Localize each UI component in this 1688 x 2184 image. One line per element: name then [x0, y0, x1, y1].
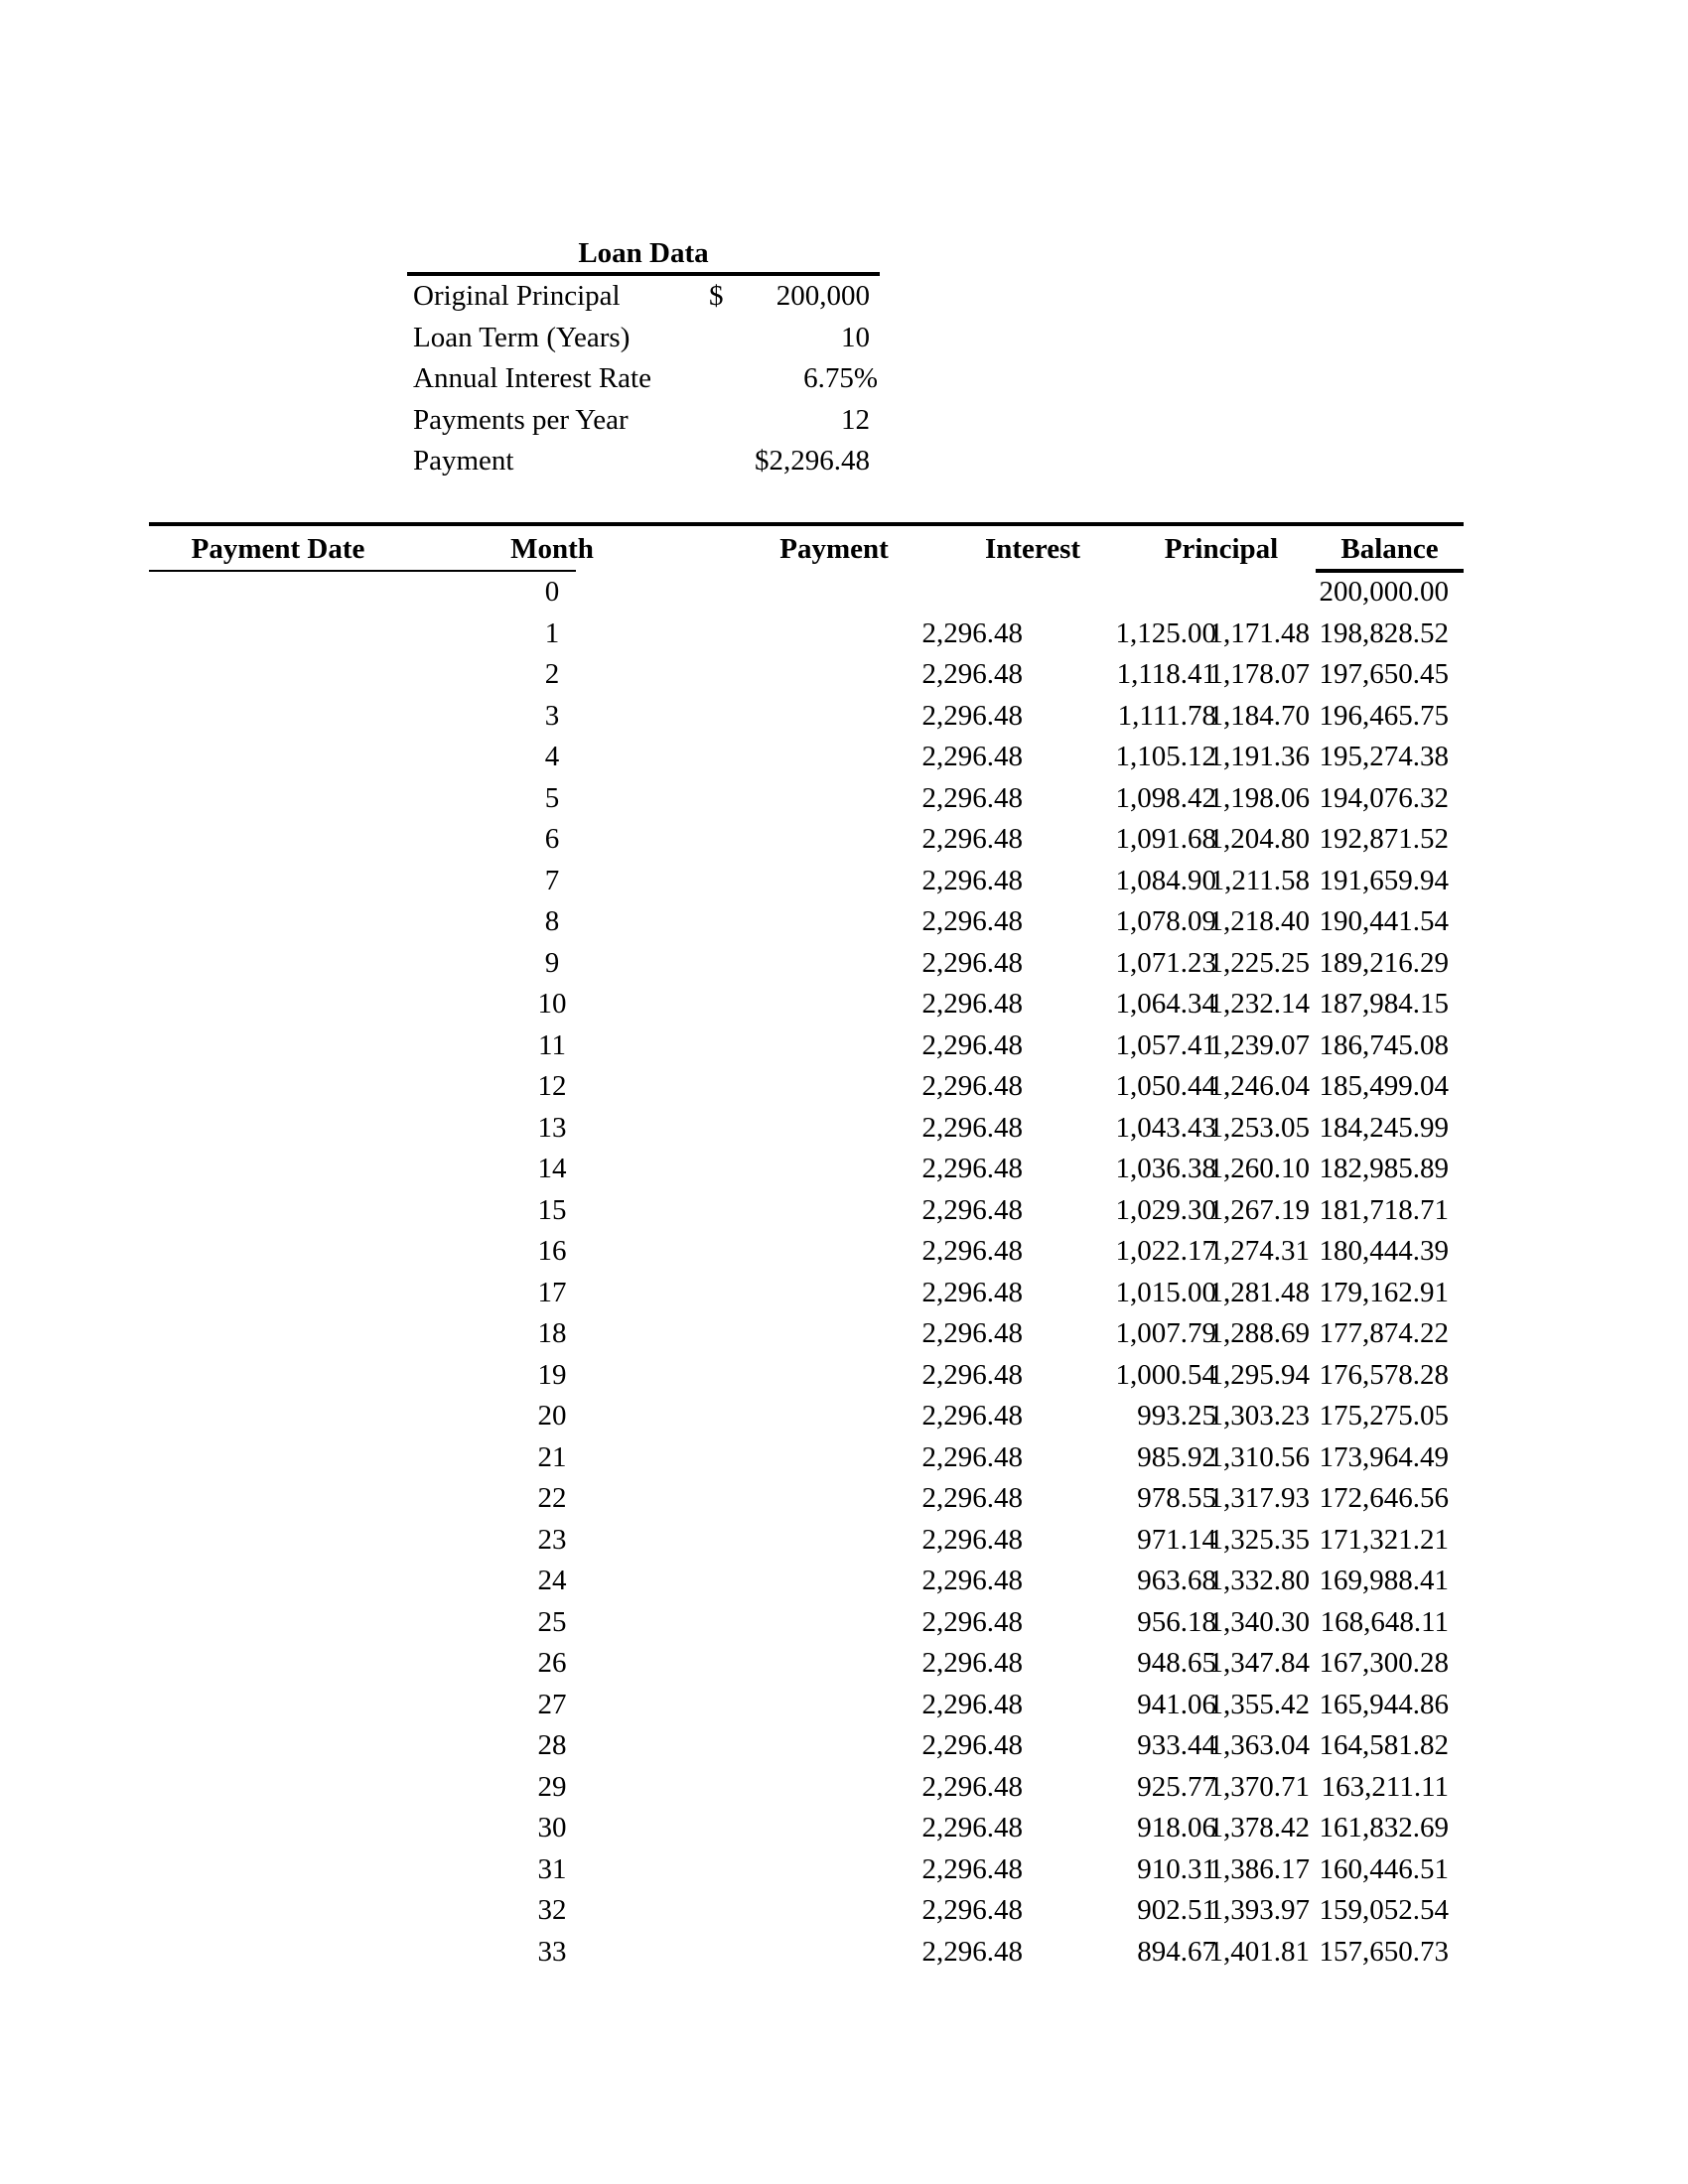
currency-symbol: $: [709, 280, 724, 312]
cell-interest: 1,050.44: [1115, 1070, 1216, 1102]
loan-row-payments-per-year: [407, 400, 880, 442]
table-row: [149, 1149, 1464, 1190]
header-principal: Principal: [1164, 533, 1279, 565]
table-row: [149, 1066, 1464, 1108]
table-row: [149, 1561, 1464, 1602]
cell-principal: 1,401.81: [1208, 1935, 1310, 1968]
cell-interest: 978.55: [1137, 1482, 1216, 1514]
cell-payment: 2,296.48: [921, 1440, 1023, 1473]
cell-balance: 157,650.73: [1319, 1935, 1449, 1968]
cell-principal: 1,232.14: [1208, 988, 1310, 1020]
loan-label: Original Principal: [413, 280, 621, 312]
loan-data-table: [407, 234, 880, 482]
cell-balance: 187,984.15: [1319, 988, 1449, 1020]
cell-month: 5: [544, 781, 560, 814]
table-row: [149, 696, 1464, 738]
cell-interest: 1,091.68: [1115, 823, 1216, 855]
cell-balance: 164,581.82: [1319, 1729, 1449, 1761]
cell-interest: 1,043.43: [1115, 1111, 1216, 1144]
cell-principal: 1,355.42: [1208, 1688, 1310, 1720]
cell-interest: 956.18: [1137, 1605, 1216, 1638]
table-row: [149, 984, 1464, 1025]
cell-principal: 1,303.23: [1208, 1400, 1310, 1432]
cell-principal: 1,288.69: [1208, 1317, 1310, 1349]
table-row: [149, 737, 1464, 778]
cell-interest: 902.51: [1137, 1894, 1216, 1926]
cell-month: 22: [537, 1482, 567, 1514]
cell-month: 33: [537, 1935, 567, 1968]
table-row: [149, 1190, 1464, 1232]
cell-balance: 169,988.41: [1319, 1565, 1449, 1596]
table-row: [149, 1273, 1464, 1314]
table-row: [149, 1520, 1464, 1562]
table-row: [149, 861, 1464, 902]
cell-payment: 2,296.48: [921, 1729, 1023, 1761]
cell-interest: 1,015.00: [1115, 1276, 1216, 1308]
cell-month: 32: [537, 1894, 567, 1926]
cell-balance: 159,052.54: [1319, 1894, 1449, 1926]
table-row: [149, 654, 1464, 696]
cell-payment: 2,296.48: [921, 905, 1023, 937]
loan-row-payment: [407, 441, 880, 482]
cell-balance: 173,964.49: [1319, 1440, 1449, 1473]
cell-interest: 925.77: [1137, 1770, 1216, 1803]
table-header-row: [149, 522, 1464, 572]
cell-month: 18: [537, 1317, 567, 1349]
table-row: [149, 1890, 1464, 1932]
cell-principal: 1,225.25: [1208, 946, 1310, 979]
cell-balance: 194,076.32: [1319, 781, 1449, 814]
cell-balance: 161,832.69: [1319, 1812, 1449, 1843]
table-row: [149, 1767, 1464, 1809]
cell-balance: 191,659.94: [1319, 864, 1449, 896]
cell-interest: 1,098.42: [1115, 781, 1216, 814]
cell-balance: 192,871.52: [1319, 823, 1449, 855]
cell-month: 23: [537, 1523, 567, 1556]
table-row: [149, 1725, 1464, 1767]
cell-principal: 1,198.06: [1208, 781, 1310, 814]
loan-row-annual-interest-rate: [407, 358, 880, 400]
cell-balance: 175,275.05: [1319, 1400, 1449, 1432]
cell-balance: 184,245.99: [1319, 1111, 1449, 1144]
table-row: [149, 1932, 1464, 1974]
cell-principal: 1,171.48: [1208, 616, 1310, 649]
table-row: [149, 943, 1464, 985]
cell-principal: 1,332.80: [1208, 1565, 1310, 1596]
cell-interest: 948.65: [1137, 1647, 1216, 1679]
cell-interest: 985.92: [1137, 1440, 1216, 1473]
cell-interest: 1,118.41: [1116, 658, 1216, 690]
cell-payment: 2,296.48: [921, 741, 1023, 772]
cell-month: 1: [544, 616, 560, 649]
cell-principal: 1,211.58: [1209, 864, 1310, 896]
cell-principal: 1,191.36: [1208, 741, 1310, 772]
cell-month: 4: [544, 741, 560, 772]
cell-payment: 2,296.48: [921, 823, 1023, 855]
cell-principal: 1,310.56: [1208, 1440, 1310, 1473]
loan-value: 10: [841, 321, 870, 353]
loan-value: 12: [841, 403, 870, 436]
cell-principal: 1,340.30: [1208, 1605, 1310, 1638]
cell-interest: 993.25: [1137, 1400, 1216, 1432]
cell-balance: 172,646.56: [1319, 1482, 1449, 1514]
table-row: [149, 1108, 1464, 1150]
loan-label: Payment: [413, 445, 514, 477]
cell-month: 25: [537, 1605, 567, 1638]
table-body: [149, 572, 1464, 1973]
cell-interest: 1,007.79: [1115, 1317, 1216, 1349]
cell-principal: 1,386.17: [1208, 1852, 1310, 1885]
header-balance: Balance: [1340, 533, 1439, 565]
cell-month: 29: [537, 1770, 567, 1803]
cell-principal: 1,218.40: [1208, 905, 1310, 937]
cell-interest: 1,029.30: [1115, 1193, 1216, 1226]
cell-principal: 1,370.71: [1208, 1770, 1310, 1803]
table-row: [149, 1025, 1464, 1067]
cell-interest: 1,057.41: [1115, 1028, 1216, 1061]
cell-payment: 2,296.48: [921, 1358, 1023, 1391]
loan-value: 200,000: [775, 280, 870, 312]
cell-payment: 2,296.48: [921, 864, 1023, 896]
cell-principal: 1,281.48: [1208, 1276, 1310, 1308]
cell-payment: 2,296.48: [921, 1235, 1023, 1267]
cell-payment: 2,296.48: [921, 1482, 1023, 1514]
cell-balance: 167,300.28: [1319, 1647, 1449, 1679]
cell-month: 30: [537, 1812, 567, 1843]
cell-interest: 1,000.54: [1115, 1358, 1216, 1391]
cell-balance: 200,000.00: [1319, 576, 1449, 608]
cell-month: 9: [544, 946, 560, 979]
cell-payment: 2,296.48: [921, 1565, 1023, 1596]
cell-principal: 1,204.80: [1208, 823, 1310, 855]
cell-month: 31: [537, 1852, 567, 1885]
cell-payment: 2,296.48: [921, 1812, 1023, 1843]
table-row: [149, 1643, 1464, 1685]
cell-balance: 196,465.75: [1319, 699, 1449, 732]
cell-balance: 179,162.91: [1319, 1276, 1449, 1308]
cell-payment: 2,296.48: [921, 1935, 1023, 1968]
cell-payment: 2,296.48: [921, 1852, 1023, 1885]
cell-interest: 1,125.00: [1115, 616, 1216, 649]
loan-label: Loan Term (Years): [413, 321, 631, 353]
cell-balance: 181,718.71: [1319, 1193, 1449, 1226]
table-row: [149, 1355, 1464, 1397]
loan-label: Annual Interest Rate: [413, 362, 651, 394]
cell-balance: 160,446.51: [1319, 1852, 1449, 1885]
cell-principal: 1,317.93: [1208, 1482, 1310, 1514]
table-row: [149, 1808, 1464, 1849]
header-payment: Payment: [779, 533, 889, 565]
cell-payment: 2,296.48: [921, 658, 1023, 690]
cell-balance: 189,216.29: [1319, 946, 1449, 979]
table-row: [149, 1231, 1464, 1273]
cell-payment: 2,296.48: [921, 1028, 1023, 1061]
cell-principal: 1,184.70: [1208, 699, 1310, 732]
cell-month: 15: [537, 1193, 567, 1226]
cell-principal: 1,274.31: [1208, 1235, 1310, 1267]
cell-month: 19: [537, 1358, 567, 1391]
cell-interest: 941.06: [1137, 1688, 1216, 1720]
cell-payment: 2,296.48: [921, 1605, 1023, 1638]
cell-principal: 1,325.35: [1208, 1523, 1310, 1556]
cell-principal: 1,267.19: [1208, 1193, 1310, 1226]
cell-month: 17: [537, 1276, 567, 1308]
cell-month: 14: [537, 1153, 567, 1184]
cell-month: 6: [544, 823, 560, 855]
cell-month: 10: [537, 988, 567, 1020]
cell-payment: 2,296.48: [921, 988, 1023, 1020]
cell-balance: 195,274.38: [1319, 741, 1449, 772]
cell-month: 27: [537, 1688, 567, 1720]
cell-month: 28: [537, 1729, 567, 1761]
cell-balance: 165,944.86: [1319, 1688, 1449, 1720]
cell-month: 13: [537, 1111, 567, 1144]
loan-value: $2,296.48: [755, 445, 870, 477]
cell-month: 24: [537, 1565, 567, 1596]
cell-payment: 2,296.48: [921, 1153, 1023, 1184]
table-row: [149, 778, 1464, 820]
cell-month: 2: [544, 658, 560, 690]
header-interest: Interest: [984, 533, 1081, 565]
table-row: [149, 1313, 1464, 1355]
cell-interest: 1,036.38: [1115, 1153, 1216, 1184]
cell-principal: 1,178.07: [1208, 658, 1310, 690]
header-month: Month: [510, 533, 594, 565]
cell-principal: 1,295.94: [1208, 1358, 1310, 1391]
cell-balance: 168,648.11: [1320, 1605, 1449, 1638]
cell-month: 26: [537, 1647, 567, 1679]
cell-interest: 1,084.90: [1115, 864, 1216, 896]
cell-balance: 177,874.22: [1319, 1317, 1449, 1349]
table-row: [149, 1396, 1464, 1437]
cell-balance: 185,499.04: [1319, 1070, 1449, 1102]
loan-data-title: Loan Data: [407, 234, 880, 276]
cell-balance: 180,444.39: [1319, 1235, 1449, 1267]
cell-payment: 2,296.48: [921, 1523, 1023, 1556]
cell-month: 3: [544, 699, 560, 732]
table-row: [149, 819, 1464, 861]
cell-month: 21: [537, 1440, 567, 1473]
table-row: [149, 1478, 1464, 1520]
cell-balance: 176,578.28: [1319, 1358, 1449, 1391]
cell-payment: 2,296.48: [921, 1276, 1023, 1308]
cell-principal: 1,260.10: [1208, 1153, 1310, 1184]
cell-interest: 918.06: [1137, 1812, 1216, 1843]
table-row: [149, 614, 1464, 655]
cell-balance: 186,745.08: [1319, 1028, 1449, 1061]
amortization-table: [149, 522, 1464, 1973]
cell-principal: 1,393.97: [1208, 1894, 1310, 1926]
cell-payment: 2,296.48: [921, 699, 1023, 732]
loan-label: Payments per Year: [413, 403, 629, 436]
cell-principal: 1,363.04: [1208, 1729, 1310, 1761]
cell-interest: 1,078.09: [1115, 905, 1216, 937]
cell-balance: 197,650.45: [1319, 658, 1449, 690]
cell-interest: 1,105.12: [1115, 741, 1216, 772]
cell-month: 12: [537, 1070, 567, 1102]
cell-balance: 198,828.52: [1319, 616, 1449, 649]
loan-value: 6.75%: [803, 362, 878, 394]
cell-balance: 190,441.54: [1319, 905, 1449, 937]
cell-balance: 163,211.11: [1321, 1770, 1449, 1803]
cell-month: 7: [544, 864, 560, 896]
cell-payment: 2,296.48: [921, 1647, 1023, 1679]
cell-payment: 2,296.48: [921, 1400, 1023, 1432]
cell-payment: 2,296.48: [921, 1111, 1023, 1144]
cell-payment: 2,296.48: [921, 781, 1023, 814]
loan-row-loan-term: [407, 318, 880, 359]
cell-principal: 1,378.42: [1208, 1812, 1310, 1843]
cell-interest: 910.31: [1137, 1852, 1216, 1885]
cell-interest: 1,111.78: [1117, 699, 1216, 732]
table-row: [149, 1849, 1464, 1891]
cell-payment: 2,296.48: [921, 616, 1023, 649]
cell-balance: 182,985.89: [1319, 1153, 1449, 1184]
cell-month: 0: [544, 576, 560, 608]
table-row: [149, 1437, 1464, 1479]
cell-month: 16: [537, 1235, 567, 1267]
cell-payment: 2,296.48: [921, 1317, 1023, 1349]
cell-principal: 1,239.07: [1208, 1028, 1310, 1061]
table-row: [149, 901, 1464, 943]
cell-payment: 2,296.48: [921, 1770, 1023, 1803]
cell-month: 20: [537, 1400, 567, 1432]
cell-interest: 971.14: [1137, 1523, 1216, 1556]
cell-principal: 1,246.04: [1208, 1070, 1310, 1102]
cell-interest: 933.44: [1137, 1729, 1216, 1761]
loan-row-original-principal: [407, 276, 880, 318]
cell-interest: 1,064.34: [1115, 988, 1216, 1020]
cell-payment: 2,296.48: [921, 1193, 1023, 1226]
cell-payment: 2,296.48: [921, 1070, 1023, 1102]
cell-interest: 1,022.17: [1115, 1235, 1216, 1267]
cell-interest: 894.67: [1137, 1935, 1216, 1968]
cell-month: 11: [538, 1028, 566, 1061]
cell-payment: 2,296.48: [921, 1688, 1023, 1720]
table-row: [149, 1685, 1464, 1726]
cell-principal: 1,347.84: [1208, 1647, 1310, 1679]
cell-balance: 171,321.21: [1319, 1523, 1449, 1556]
header-payment-date: Payment Date: [191, 533, 365, 565]
cell-principal: 1,253.05: [1208, 1111, 1310, 1144]
cell-interest: 1,071.23: [1115, 946, 1216, 979]
cell-interest: 963.68: [1137, 1565, 1216, 1596]
cell-payment: 2,296.48: [921, 1894, 1023, 1926]
cell-month: 8: [544, 905, 560, 937]
cell-payment: 2,296.48: [921, 946, 1023, 979]
table-row: [149, 572, 1464, 614]
table-row: [149, 1602, 1464, 1644]
